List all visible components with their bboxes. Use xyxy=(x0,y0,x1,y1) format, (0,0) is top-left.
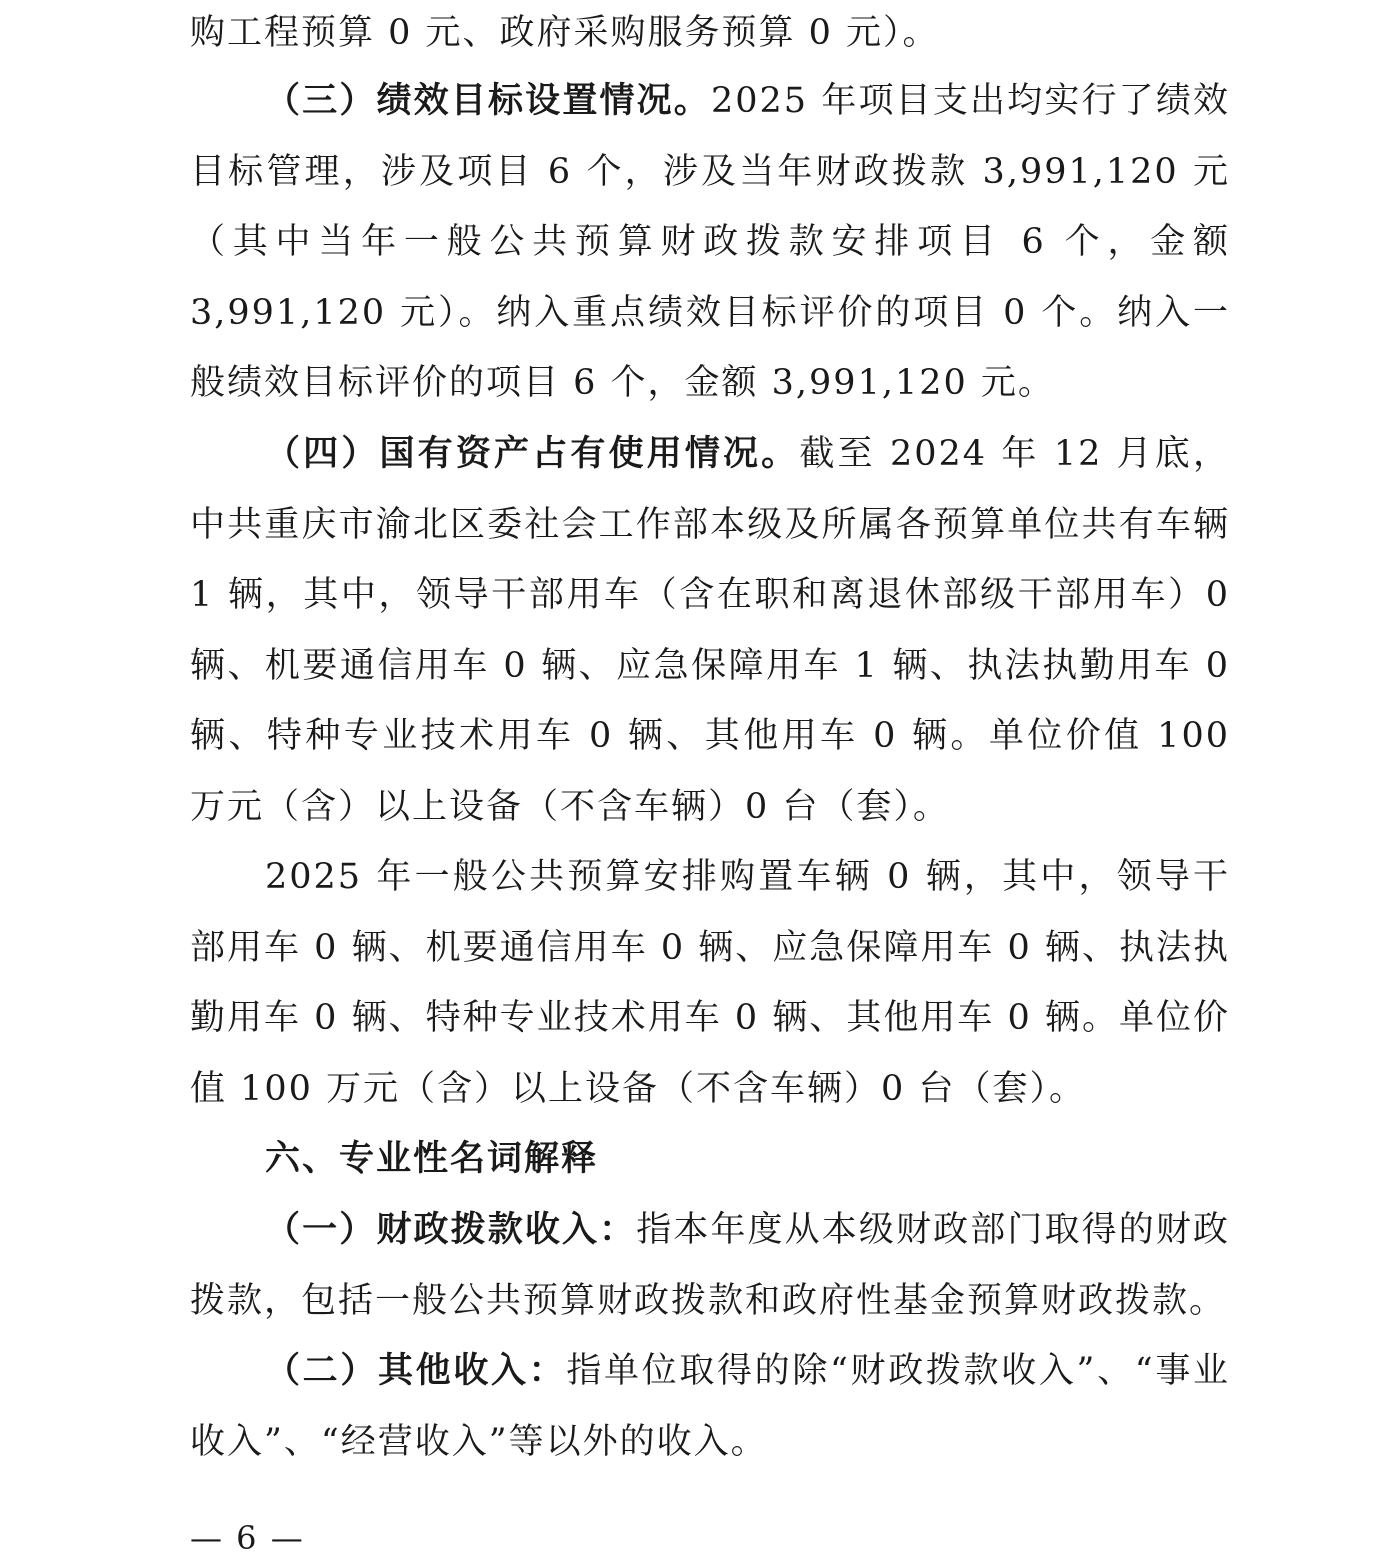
paragraph-lead: （二）其他收入： xyxy=(265,1350,567,1391)
paragraph-term-other-income xyxy=(190,1336,1230,1477)
paragraph-continuation xyxy=(190,0,1230,69)
paragraph-vehicle-purchase xyxy=(190,842,1230,1124)
paragraph-term-fiscal-appropriation xyxy=(190,1195,1230,1336)
paragraph-text: 购工程预算 0 元、政府采购服务预算 0 元）。 xyxy=(190,13,940,53)
paragraph-performance-targets xyxy=(190,66,1230,419)
paragraph-text: 指单位取得的除“财政拨款收入”、“事业收入”、“经营收入”等以外的收入。 xyxy=(190,1351,1230,1462)
page-number: — 6 — xyxy=(190,1519,305,1557)
section-heading: 六、专业性名词解释 xyxy=(265,1139,599,1179)
paragraph-lead: （一）财政拨款收入： xyxy=(265,1209,637,1250)
paragraph-text: 2025 年项目支出均实行了绩效目标管理，涉及项目 6 个，涉及当年财政拨款 3,991,120 元（其中当年一般公共预算财政拨款安排项目 6 个，金额 3,991,120 元）。纳入重点绩效目标评价的项目 0 个。纳入一般绩效目标评价的项目 6 个，金额 3,991,120 元。 xyxy=(190,81,1230,403)
paragraph-text: 2025 年一般公共预算安排购置车辆 0 辆，其中，领导干部用车 0 辆、机要通信用车 0 辆、应急保障用车 0 辆、执法执勤用车 0 辆、特种专业技术用车 0 辆、其他用车 0 辆。单位价值 100 万元（含）以上设备（不含车辆）0 台（套）。 xyxy=(190,857,1230,1109)
paragraph-state-assets xyxy=(190,419,1230,842)
paragraph-text: 截至 2024 年 12 月底，中共重庆市渝北区委社会工作部本级及所属各预算单位共有车辆 1 辆，其中，领导干部用车（含在职和离退休部级干部用车）0 辆、机要通信用车 0 辆、应急保障用车 1 辆、执法执勤用车 0 辆、特种专业技术用车 0 辆、其他用车 0 辆。单位价值 100 万元（含）以上设备（不含车辆）0 台（套）。 xyxy=(190,434,1230,827)
paragraph-text: 指本年度从本级财政部门取得的财政拨款，包括一般公共预算财政拨款和政府性基金预算财政拨款。 xyxy=(190,1210,1230,1321)
paragraph-lead: （四）国有资产占有使用情况。 xyxy=(265,433,800,474)
paragraph-lead: （三）绩效目标设置情况。 xyxy=(265,80,711,121)
